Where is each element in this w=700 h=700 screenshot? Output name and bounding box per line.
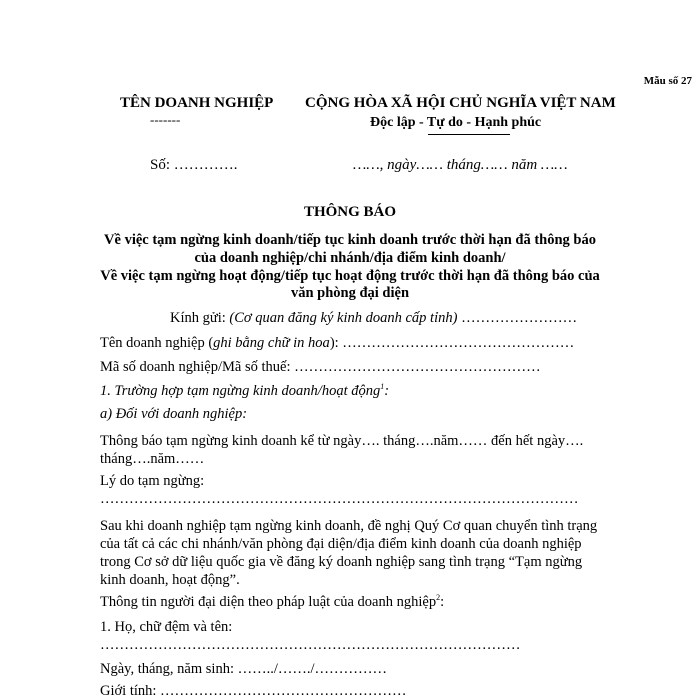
subtitle-line: Về việc tạm ngừng hoạt động/tiếp tục hoạt động trước thời hạn đã thông báo của <box>100 268 600 284</box>
document-title: THÔNG BÁO <box>303 204 397 220</box>
full-name-label: 1. Họ, chữ đệm và tên: <box>100 619 233 635</box>
company-name-line <box>100 335 574 352</box>
company-label: TÊN DOANH NGHIỆP <box>120 95 274 111</box>
dob-line: Ngày, tháng, năm sinh: ……../……./…………… <box>100 661 388 677</box>
legal-rep-text: Thông tin người đại diện theo pháp luật của doanh nghiệp <box>100 593 437 610</box>
footnote-ref: 1 <box>380 382 385 391</box>
notice-paragraph: Thông báo tạm ngừng kinh doanh kể từ ngày…. tháng….năm…… đến hết ngày…. tháng….năm…… <box>100 433 584 467</box>
document-number: Số: …………. <box>150 157 238 173</box>
section-1-colon: : <box>384 382 390 399</box>
recipient-dots: …………………… <box>461 310 578 326</box>
reason-dots: ……………………………………………………………………………………… <box>100 491 579 507</box>
recipient-value: (Cơ quan đăng ký kinh doanh cấp tỉnh) <box>229 310 458 326</box>
republic-heading: CỘNG HÒA XÃ HỘI CHỦ NGHĨA VIỆT NAM <box>305 95 616 111</box>
motto: Độc lập - Tự do - Hạnh phúc <box>370 115 542 130</box>
form-number: Mẫu số 27 <box>643 75 692 87</box>
company-dash: ------- <box>150 112 181 127</box>
section-1a-heading: a) Đối với doanh nghiệp: <box>100 406 248 422</box>
subtitle-line: Về việc tạm ngừng kinh doanh/tiếp tục kinh doanh trước thời hạn đã thông báo <box>104 232 596 248</box>
legal-rep-heading <box>100 593 444 611</box>
date-line: ……, ngày…… tháng…… năm …… <box>353 157 568 173</box>
company-name-tail: ): ………………………………………… <box>329 335 575 351</box>
subtitle-line: của doanh nghiệp/chi nhánh/địa điểm kinh doanh/ <box>194 250 506 266</box>
company-name-label: Tên doanh nghiệp ( <box>100 335 214 351</box>
recipient-label: Kính gửi: <box>170 310 226 326</box>
tax-code-line: Mã số doanh nghiệp/Mã số thuế: …………………………………………… <box>100 359 541 375</box>
gender-line: Giới tính: …………………………………………… <box>100 683 407 699</box>
section-1-text: 1. Trường hợp tạm ngừng kinh doanh/hoạt động <box>100 382 381 399</box>
recipient-line <box>170 310 577 327</box>
motto-underline <box>428 134 510 135</box>
after-suspension-paragraph: Sau khi doanh nghiệp tạm ngừng kinh doanh, đề nghị Quý Cơ quan chuyển tình trạng của tất cả các chi nhánh/văn phòng đại diện/địa điểm kinh doanh của doanh nghiệp trong Cơ sở dữ liệu quốc gia về đăng ký doanh nghiệp sang tình trạng “Tạm ngừng kinh doanh, hoạt động”. <box>100 518 598 588</box>
reason-label: Lý do tạm ngừng: <box>100 473 205 489</box>
legal-rep-colon: : <box>440 593 445 610</box>
footnote-ref: 2 <box>436 593 441 602</box>
section-1-heading <box>100 382 389 400</box>
company-name-hint: ghi bằng chữ in hoa <box>213 335 330 351</box>
full-name-dots: …………………………………………………………………………… <box>100 637 521 653</box>
subtitle-line: văn phòng đại diện <box>290 285 410 301</box>
